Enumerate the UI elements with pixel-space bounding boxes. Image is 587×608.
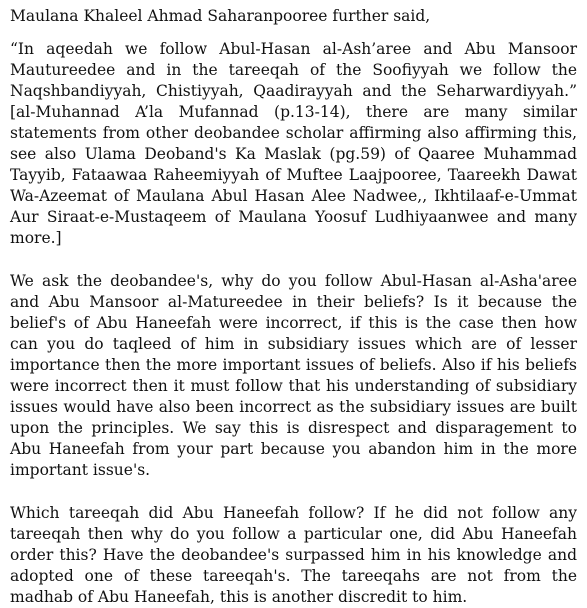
intro-line: Maulana Khaleel Ahmad Saharanpooree further said, — [10, 7, 431, 25]
paragraph-question-tareeqah: Which tareeqah did Abu Haneefah follow? If he did not follow any tareeqah then why do you follow a particular one, did Abu Haneefah order this? Have the deobandee's surpassed him in his knowledge and adopted one of these tareeqah's. The tareeqahs are not from the madhab of Abu Haneefah, this is another discredit to him. — [10, 504, 577, 606]
paragraph-question-beliefs: We ask the deobandee's, why do you follow Abul-Hasan al-Asha'aree and Abu Mansoor al-Matureedee in their beliefs? Is it because the belief's of Abu Haneefah were incorrect, if this is the case then how can you do taqleed of him in subsidiary issues which are of lesser importance then the more important issues of beliefs. Also if his beliefs were incorrect then it must follow that his understanding of subsidiary issues would have also been incorrect as the subsidiary issues are built upon the principles. We say this is disrespect and disparagement to Abu Haneefah from your part because you abandon him in the more important issue's. — [10, 272, 577, 479]
paragraph-quote: “In aqeedah we follow Abul-Hasan al-Ash’aree and Abu Mansoor Mautureedee and in the tareeqah of the Soofiyyah we follow the Naqshbandiyyah, Chistiyyah, Qaadirayyah and the Seharwardiyyah.” [al-Muhannad A’la Mufannad (p.13-14), there are many similar statements from other deobandee scholar affirming also affirming this, see also Ulama Deoband's Ka Maslak (pg.59) of Qaaree Muhammad Tayyib, Fataawaa Raheemiyyah of Muftee Laajpooree, Taareekh Dawat Wa-Azeemat of Maulana Abul Hasan Alee Nadwee,, Ikhtilaaf-e-Ummat Aur Siraat-e-Mustaqeem of Maulana Yoosuf Ludhiyaanwee and many more.] — [10, 40, 577, 247]
